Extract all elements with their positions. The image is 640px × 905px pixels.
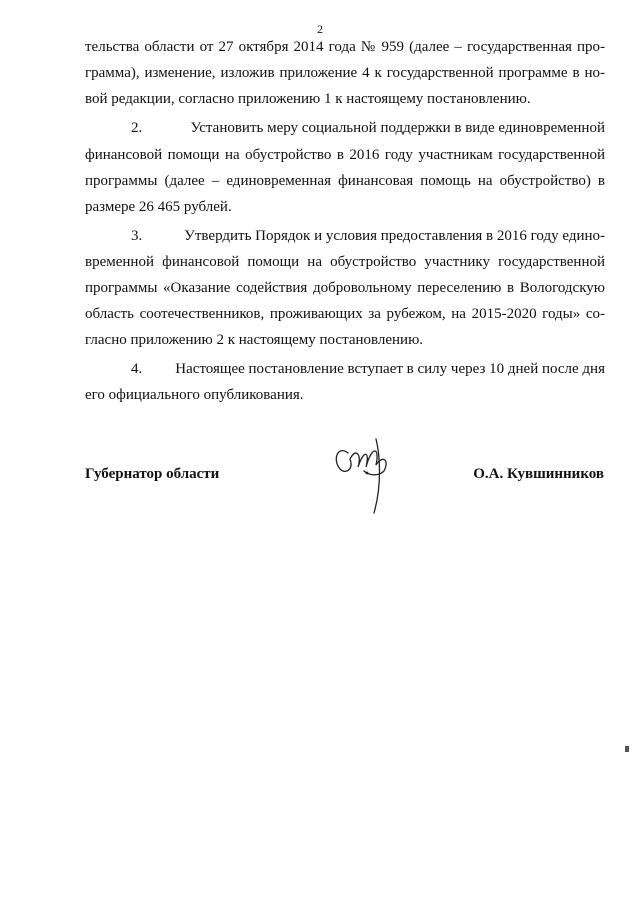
page-number: 2 bbox=[317, 22, 323, 36]
list-item-number: 3. bbox=[131, 228, 143, 244]
signatory-name: О.А. Кувшинников bbox=[473, 466, 604, 482]
text-line: вой редакции, согласно приложению 1 к настоящему постановлению. bbox=[85, 91, 531, 107]
text-line: его официального опубликования. bbox=[85, 387, 304, 403]
text-line: область соотечественников, проживающих за рубежом, на 2015-2020 годы» со- bbox=[85, 306, 605, 322]
signatory-title: Губернатор области bbox=[85, 466, 220, 482]
text-line: Настоящее постановление вступает в силу через 10 дней после дня bbox=[175, 361, 605, 377]
text-line: грамма), изменение, изложив приложение 4 к государственной программе в но- bbox=[85, 65, 605, 81]
text-line: финансовой помощи на обустройство в 2016 году участникам государственной bbox=[85, 147, 605, 163]
text-line: программы (далее – единовременная финансовая помощь на обустройство) в bbox=[85, 173, 605, 189]
list-item-number: 4. bbox=[131, 361, 143, 377]
list-item-3-first-line bbox=[85, 227, 605, 245]
list-item-number: 2. bbox=[131, 120, 143, 136]
text-line: Установить меру социальной поддержки в виде единовременной bbox=[190, 120, 605, 136]
text-line: гласно приложению 2 к настоящему постановлению. bbox=[85, 332, 424, 348]
text-line: размере 26 465 рублей. bbox=[85, 199, 232, 215]
list-item-2-first-line bbox=[85, 119, 605, 137]
text-line: Утвердить Порядок и условия предоставления в 2016 году едино- bbox=[184, 228, 605, 244]
text-line: временной финансовой помощи на обустройство участнику государственной bbox=[85, 254, 605, 270]
list-item-4-first-line bbox=[85, 360, 605, 378]
text-line: программы «Оказание содействия добровольному переселению в Вологодскую bbox=[85, 280, 605, 296]
scan-artifact-mark bbox=[625, 746, 629, 752]
text-line: тельства области от 27 октября 2014 года № 959 (далее – государственная про- bbox=[85, 39, 605, 55]
handwritten-signature-icon bbox=[320, 425, 410, 525]
